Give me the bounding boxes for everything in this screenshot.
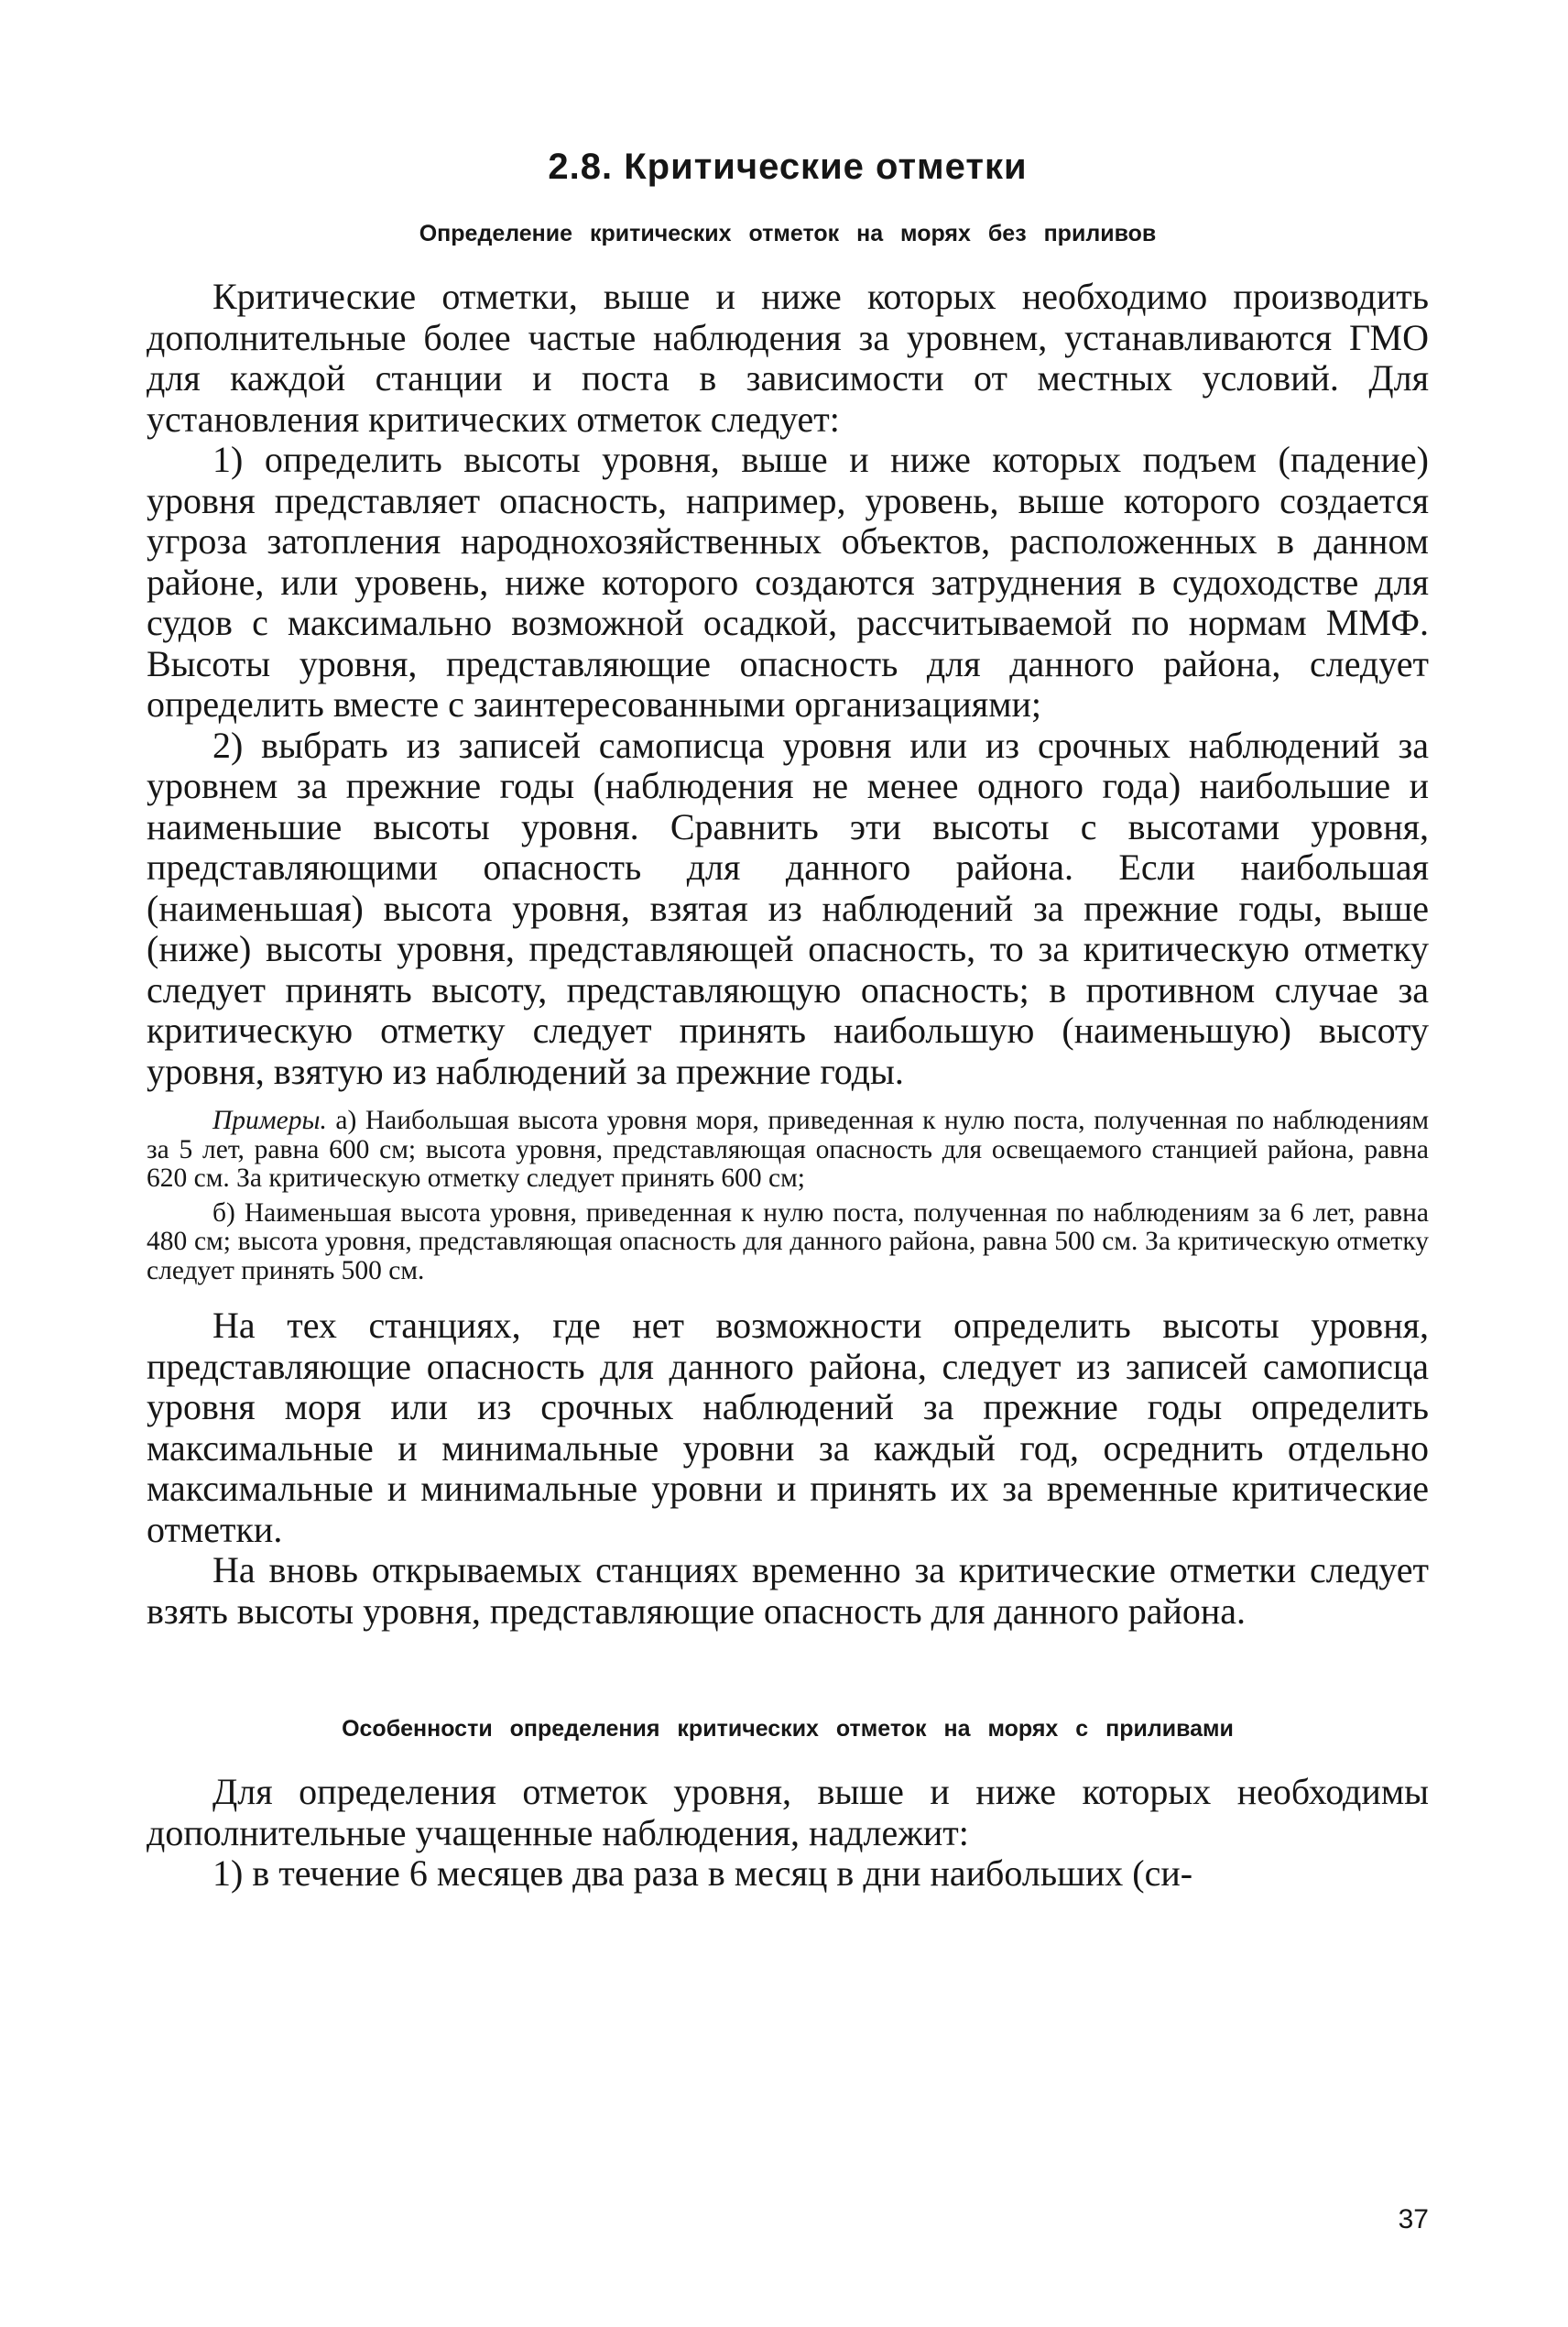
paragraph-new-stations: На вновь открываемых станциях временно за критические отметки следует взять высоты уровня, представляющие опасность для данного района. bbox=[147, 1549, 1429, 1632]
section-gap bbox=[147, 1632, 1429, 1716]
tides-list-item-1: 1) в течение 6 месяцев два раза в месяц в дни наибольших (си- bbox=[212, 1852, 1193, 1894]
page-number: 37 bbox=[1398, 2204, 1429, 2234]
section-title: 2.8. Критические отметки bbox=[548, 147, 1028, 187]
example-a bbox=[147, 1107, 1429, 1194]
text-column bbox=[147, 147, 1429, 1895]
list-item-1: 1) определить высоты уровня, выше и ниже которых подъем (падение) уровня представляет опасность, например, уровень, выше которого создается угроза затопления народнохозяйственных объектов, расположенных в данном районе, или уровень, ниже которого создаются затруднения в судоходстве для судов с максимально возможной осадкой, рассчитываемой по нормам ММФ. Высоты уровня, представляющие опасность для данного района, следует определить вместе с заинтересованными организациями; bbox=[147, 439, 1429, 725]
subsection-heading-no-tides: Определение критических отметок на морях без приливов bbox=[419, 221, 1157, 246]
examples-label: Примеры. bbox=[212, 1106, 327, 1135]
intro-paragraph: Критические отметки, выше и ниже которых необходимо производить дополнительные более частые наблюдения за уровнем, устанавливаются ГМО для каждой станции и поста в зависимости от местных условий. Для установления критических отметок следует: bbox=[147, 276, 1429, 440]
example-a-text: а) Наибольшая высота уровня моря, приведенная к нулю поста, полученная по наблюдениям за 5 лет, равна 600 см; высота уровня, представляющая опасность для освещаемого станцией района, равна 620 см. За критическую отметку следует принять 600 см; bbox=[147, 1106, 1429, 1193]
example-b: б) Наименьшая высота уровня, приведенная к нулю поста, полученная по наблюдениям за 6 лет, равна 480 см; высота уровня, представляющая опасность для данного района, равна 500 см. За критическую отметку следует принять 500 см. bbox=[147, 1197, 1429, 1285]
list-item-2: 2) выбрать из записей самописца уровня или из срочных наблюдений за уровнем за прежние годы (наблюдения не менее одного года) наибольшие и наименьшие высоты уровня. Сравнить эти высоты с высотами уровня, представляющими опасность для данного района. Если наибольшая (наименьшая) высота уровня, взятая из наблюдений за прежние годы, выше (ниже) высоты уровня, представляющей опасность, то за критическую отметку следует принять высоту, представляющую опасность; в противном случае за критическую отметку следует принять наибольшую (наименьшую) высоту уровня, взятую из наблюдений за прежние годы. bbox=[147, 724, 1429, 1092]
subsection-heading-tides: Особенности определения критических отметок на морях с приливами bbox=[342, 1716, 1234, 1742]
paragraph-no-possibility: На тех станциях, где нет возможности определить высоты уровня, представляющие опасность для данного района, следует из записей самописца уровня моря или из срочных наблюдений за прежние годы определить максимальные и минимальные уровни за каждый год, осреднить отдельно максимальные и минимальные уровни и принять их за временные критические отметки. bbox=[147, 1305, 1429, 1550]
tides-intro-paragraph: Для определения отметок уровня, выше и ниже которых необходимы дополнительные учащенные наблюдения, надлежит: bbox=[147, 1771, 1429, 1853]
examples-block bbox=[147, 1107, 1429, 1285]
